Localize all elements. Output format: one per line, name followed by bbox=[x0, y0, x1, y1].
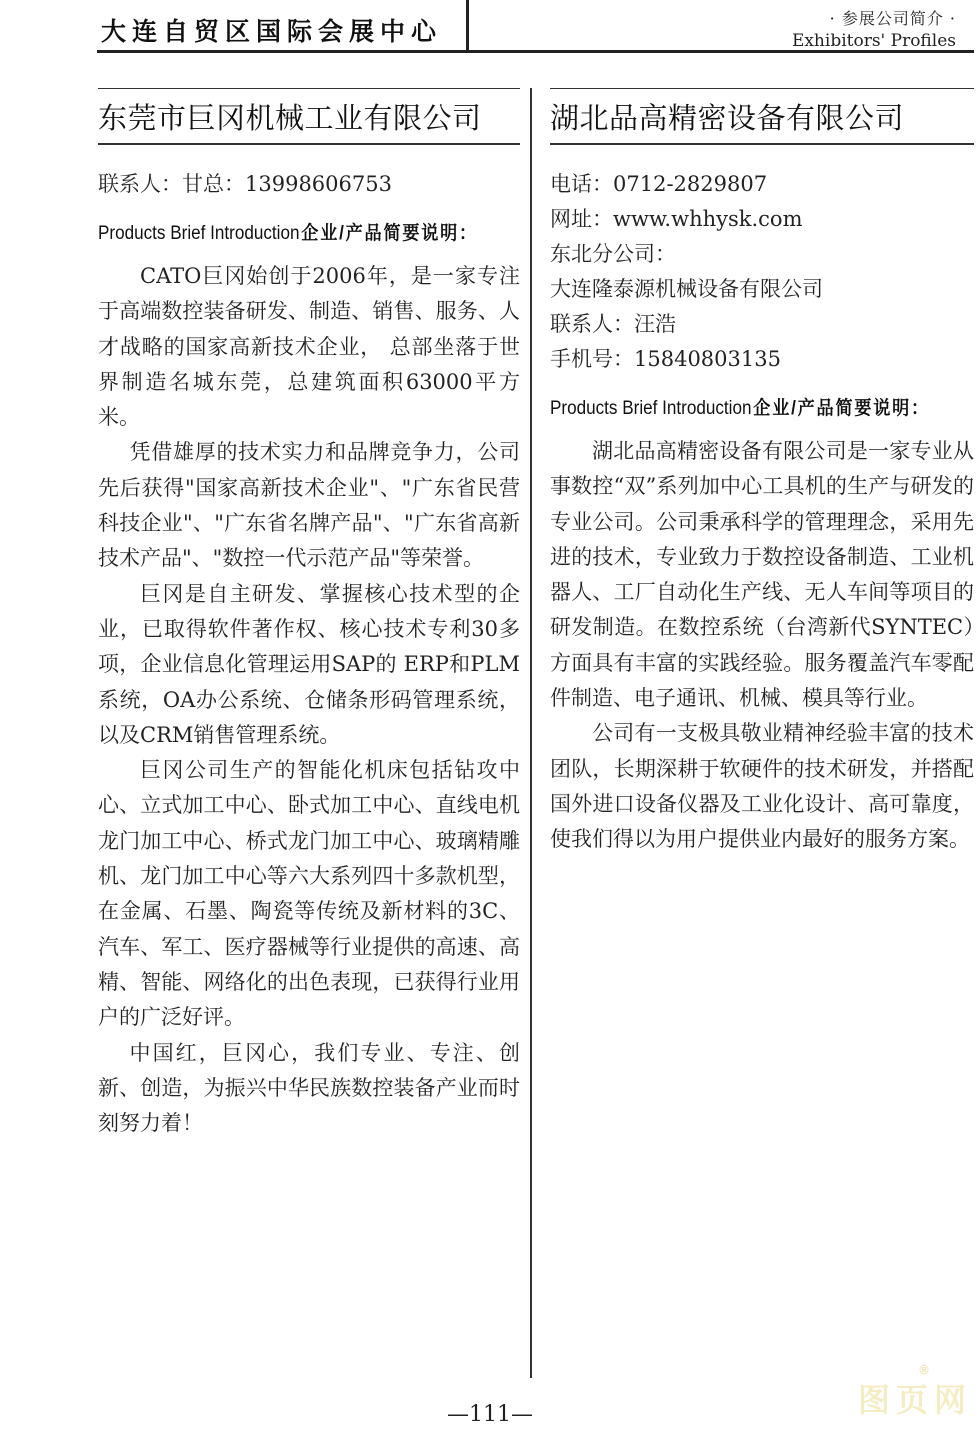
intro-heading-cn: 企业/产品简要说明： bbox=[753, 398, 930, 419]
paragraph: 湖北品高精密设备有限公司是一家专业从事数控“双”系列加中心工具机的生产与研发的专业公司。公司秉承科学的管理理念，采用先进的技术，专业致力于数控设备制造、工业机器人、工厂自动化生产线、无人车间等项目的研发制造。在数控系统（台湾新代SYNTEC）方面具有丰富的实践经验。服务覆盖汽车零配件制造、电子通讯、机械、模具等行业。 bbox=[550, 439, 974, 711]
watermark-char: 图 bbox=[858, 1381, 891, 1419]
page-number: —111— bbox=[447, 1402, 533, 1427]
intro-heading-cn: 企业/产品简要说明： bbox=[301, 223, 478, 244]
paragraph: 巨冈是自主研发、掌握核心技术型的企业，已取得软件著作权、核心技术专利30多项，企业信息化管理运用SAP的 ERP和PLM系统，OA办公系统、仓储条形码管理系统，以及CRM销售管理系统。 bbox=[98, 581, 520, 747]
branch-name: 大连隆泰源机械设备有限公司 bbox=[550, 277, 823, 301]
paragraph: CATO巨冈始创于2006年，是一家专注于高端数控装备研发、制造、销售、服务、人才战略的国家高新技术企业， 总部坐落于世界制造名城东莞，总建筑面积63000平方米。 bbox=[98, 264, 520, 430]
section-label-en: Exhibitors' Profiles bbox=[791, 31, 956, 51]
title-bottom-rule bbox=[98, 143, 520, 145]
watermark-char: 页 bbox=[896, 1381, 929, 1419]
intro-heading bbox=[98, 218, 478, 245]
branch-label: 东北分公司： bbox=[550, 242, 676, 266]
phone-line: 电话：0712-2829807 bbox=[550, 172, 768, 196]
right-column bbox=[550, 88, 974, 858]
watermark-char: 网 bbox=[934, 1381, 967, 1419]
contact-line: 联系人：甘总：13998606753 bbox=[98, 172, 392, 196]
column-divider bbox=[530, 88, 532, 1378]
left-column bbox=[98, 88, 520, 1141]
intro-body bbox=[98, 259, 520, 1141]
header-section-label bbox=[792, 6, 956, 51]
contact-info bbox=[98, 167, 520, 202]
mobile-line: 手机号：15840803135 bbox=[550, 347, 781, 371]
paragraph: 公司有一支极具敬业精神经验丰富的技术团队，长期深耕于软硬件的技术研发，并搭配国外进口设备仪器及工业化设计、高可靠度，使我们得以为用户提供业内最好的服务方案。 bbox=[550, 721, 974, 852]
watermark-logo bbox=[858, 1363, 967, 1421]
page-header bbox=[97, 0, 974, 58]
title-bottom-rule bbox=[550, 143, 974, 145]
intro-body bbox=[550, 434, 974, 858]
intro-heading bbox=[550, 393, 932, 420]
header-title: 大连自贸区国际会展中心 bbox=[101, 17, 443, 46]
intro-heading-en: Products Brief Introduction bbox=[98, 223, 300, 244]
section-label-cn: · 参展公司简介 · bbox=[829, 9, 956, 28]
registered-mark: ® bbox=[918, 1363, 930, 1377]
paragraph: 凭借雄厚的技术实力和品牌竞争力，公司先后获得"国家高新技术企业"、"广东省民营科技企业"、"广东省名牌产品"、"广东省高新技术产品"、"数控一代示范产品"等荣誉。 bbox=[98, 440, 520, 571]
company-title: 东莞市巨冈机械工业有限公司 bbox=[98, 101, 482, 135]
contact-info bbox=[550, 167, 974, 377]
company-title: 湖北品高精密设备有限公司 bbox=[550, 101, 905, 135]
contact-line: 联系人：汪浩 bbox=[550, 312, 676, 336]
header-title-box bbox=[97, 0, 469, 50]
website-line: 网址：www.whhysk.com bbox=[550, 207, 803, 231]
paragraph: 中国红，巨冈心，我们专业、专注、创新、创造，为振兴中华民族数控装备产业而时刻努力着！ bbox=[98, 1040, 520, 1136]
intro-heading-en: Products Brief Introduction bbox=[550, 398, 752, 419]
paragraph: 巨冈公司生产的智能化机床包括钻攻中心、立式加工中心、卧式加工中心、直线电机龙门加工中心、桥式龙门加工中心、玻璃精雕机、龙门加工中心等六大系列四十多款机型，在金属、石墨、陶瓷等传统及新材料的3C、汽车、军工、医疗器械等行业提供的高速、高精、智能、网络化的出色表现，已获得行业用户的广泛好评。 bbox=[98, 758, 520, 1030]
